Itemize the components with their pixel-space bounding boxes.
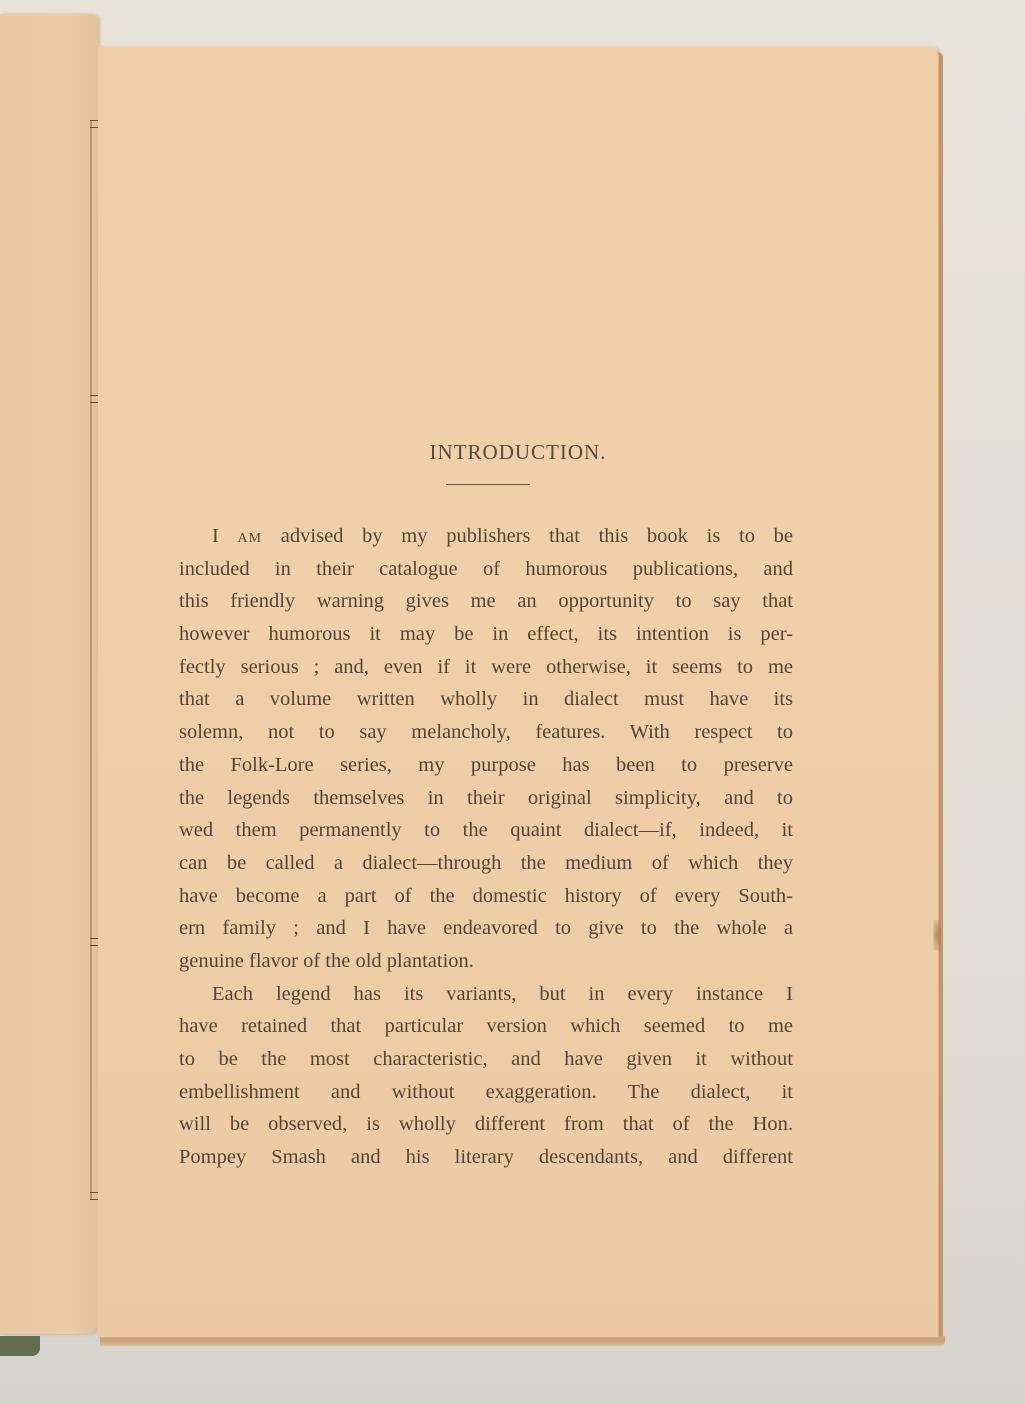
body-text	[179, 520, 793, 1174]
text-line: this friendly warning gives me an opportunity to say that	[179, 590, 793, 613]
text-line: to be the most characteristic, and have given it without	[179, 1048, 793, 1070]
text-line: that a volume written wholly in dialect must have its	[179, 688, 793, 711]
text-line: embellishment and without exaggeration. The dialect, it	[179, 1080, 793, 1103]
text-line: ern family ; and I have endeavored to give to the whole a	[179, 917, 793, 940]
line-text: advised by my publishers that this book is to be	[262, 525, 793, 547]
paragraph-2	[179, 978, 793, 1174]
text-line: have become a part of the domestic history of every South-	[179, 884, 793, 907]
title-rule-divider	[446, 484, 530, 485]
gutter-line	[90, 120, 92, 1200]
text-line: genuine flavor of the old plantation.	[179, 949, 474, 972]
text-line: Pompey Smash and his literary descendants, and different	[179, 1146, 793, 1169]
text-line: will be observed, is wholly different from that of the Hon.	[179, 1113, 793, 1136]
text-line: have retained that particular version which seemed to me	[179, 1015, 793, 1038]
text-line: included in their catalogue of humorous publications, and	[179, 557, 793, 580]
text-line: fectly serious ; and, even if it were otherwise, it seems to me	[179, 655, 793, 678]
text-line: can be called a dialect—through the medium of which they	[179, 851, 793, 874]
book-cover-edge	[0, 1336, 40, 1356]
text-line: however humorous it may be in effect, its intention is per-	[179, 623, 793, 646]
text-line: the Folk-Lore series, my purpose has been to preserve	[179, 753, 793, 776]
chapter-title: INTRODUCTION.	[429, 440, 607, 465]
opening-word: I	[212, 525, 219, 547]
text-line: Each legend has its variants, but in every instance I	[212, 982, 793, 1005]
text-line: wed them permanently to the quaint dialect—if, indeed, it	[179, 819, 793, 842]
left-page	[0, 14, 98, 1334]
text-line: the legends themselves in their original simplicity, and to	[179, 786, 793, 809]
opening-smallcaps: am	[237, 525, 263, 547]
paragraph-1	[179, 520, 793, 978]
page-stain	[933, 920, 941, 950]
page-stack-bottom	[100, 1336, 945, 1346]
text-line	[179, 520, 793, 553]
text-line: solemn, not to say melancholy, features. With respect to	[179, 721, 793, 744]
